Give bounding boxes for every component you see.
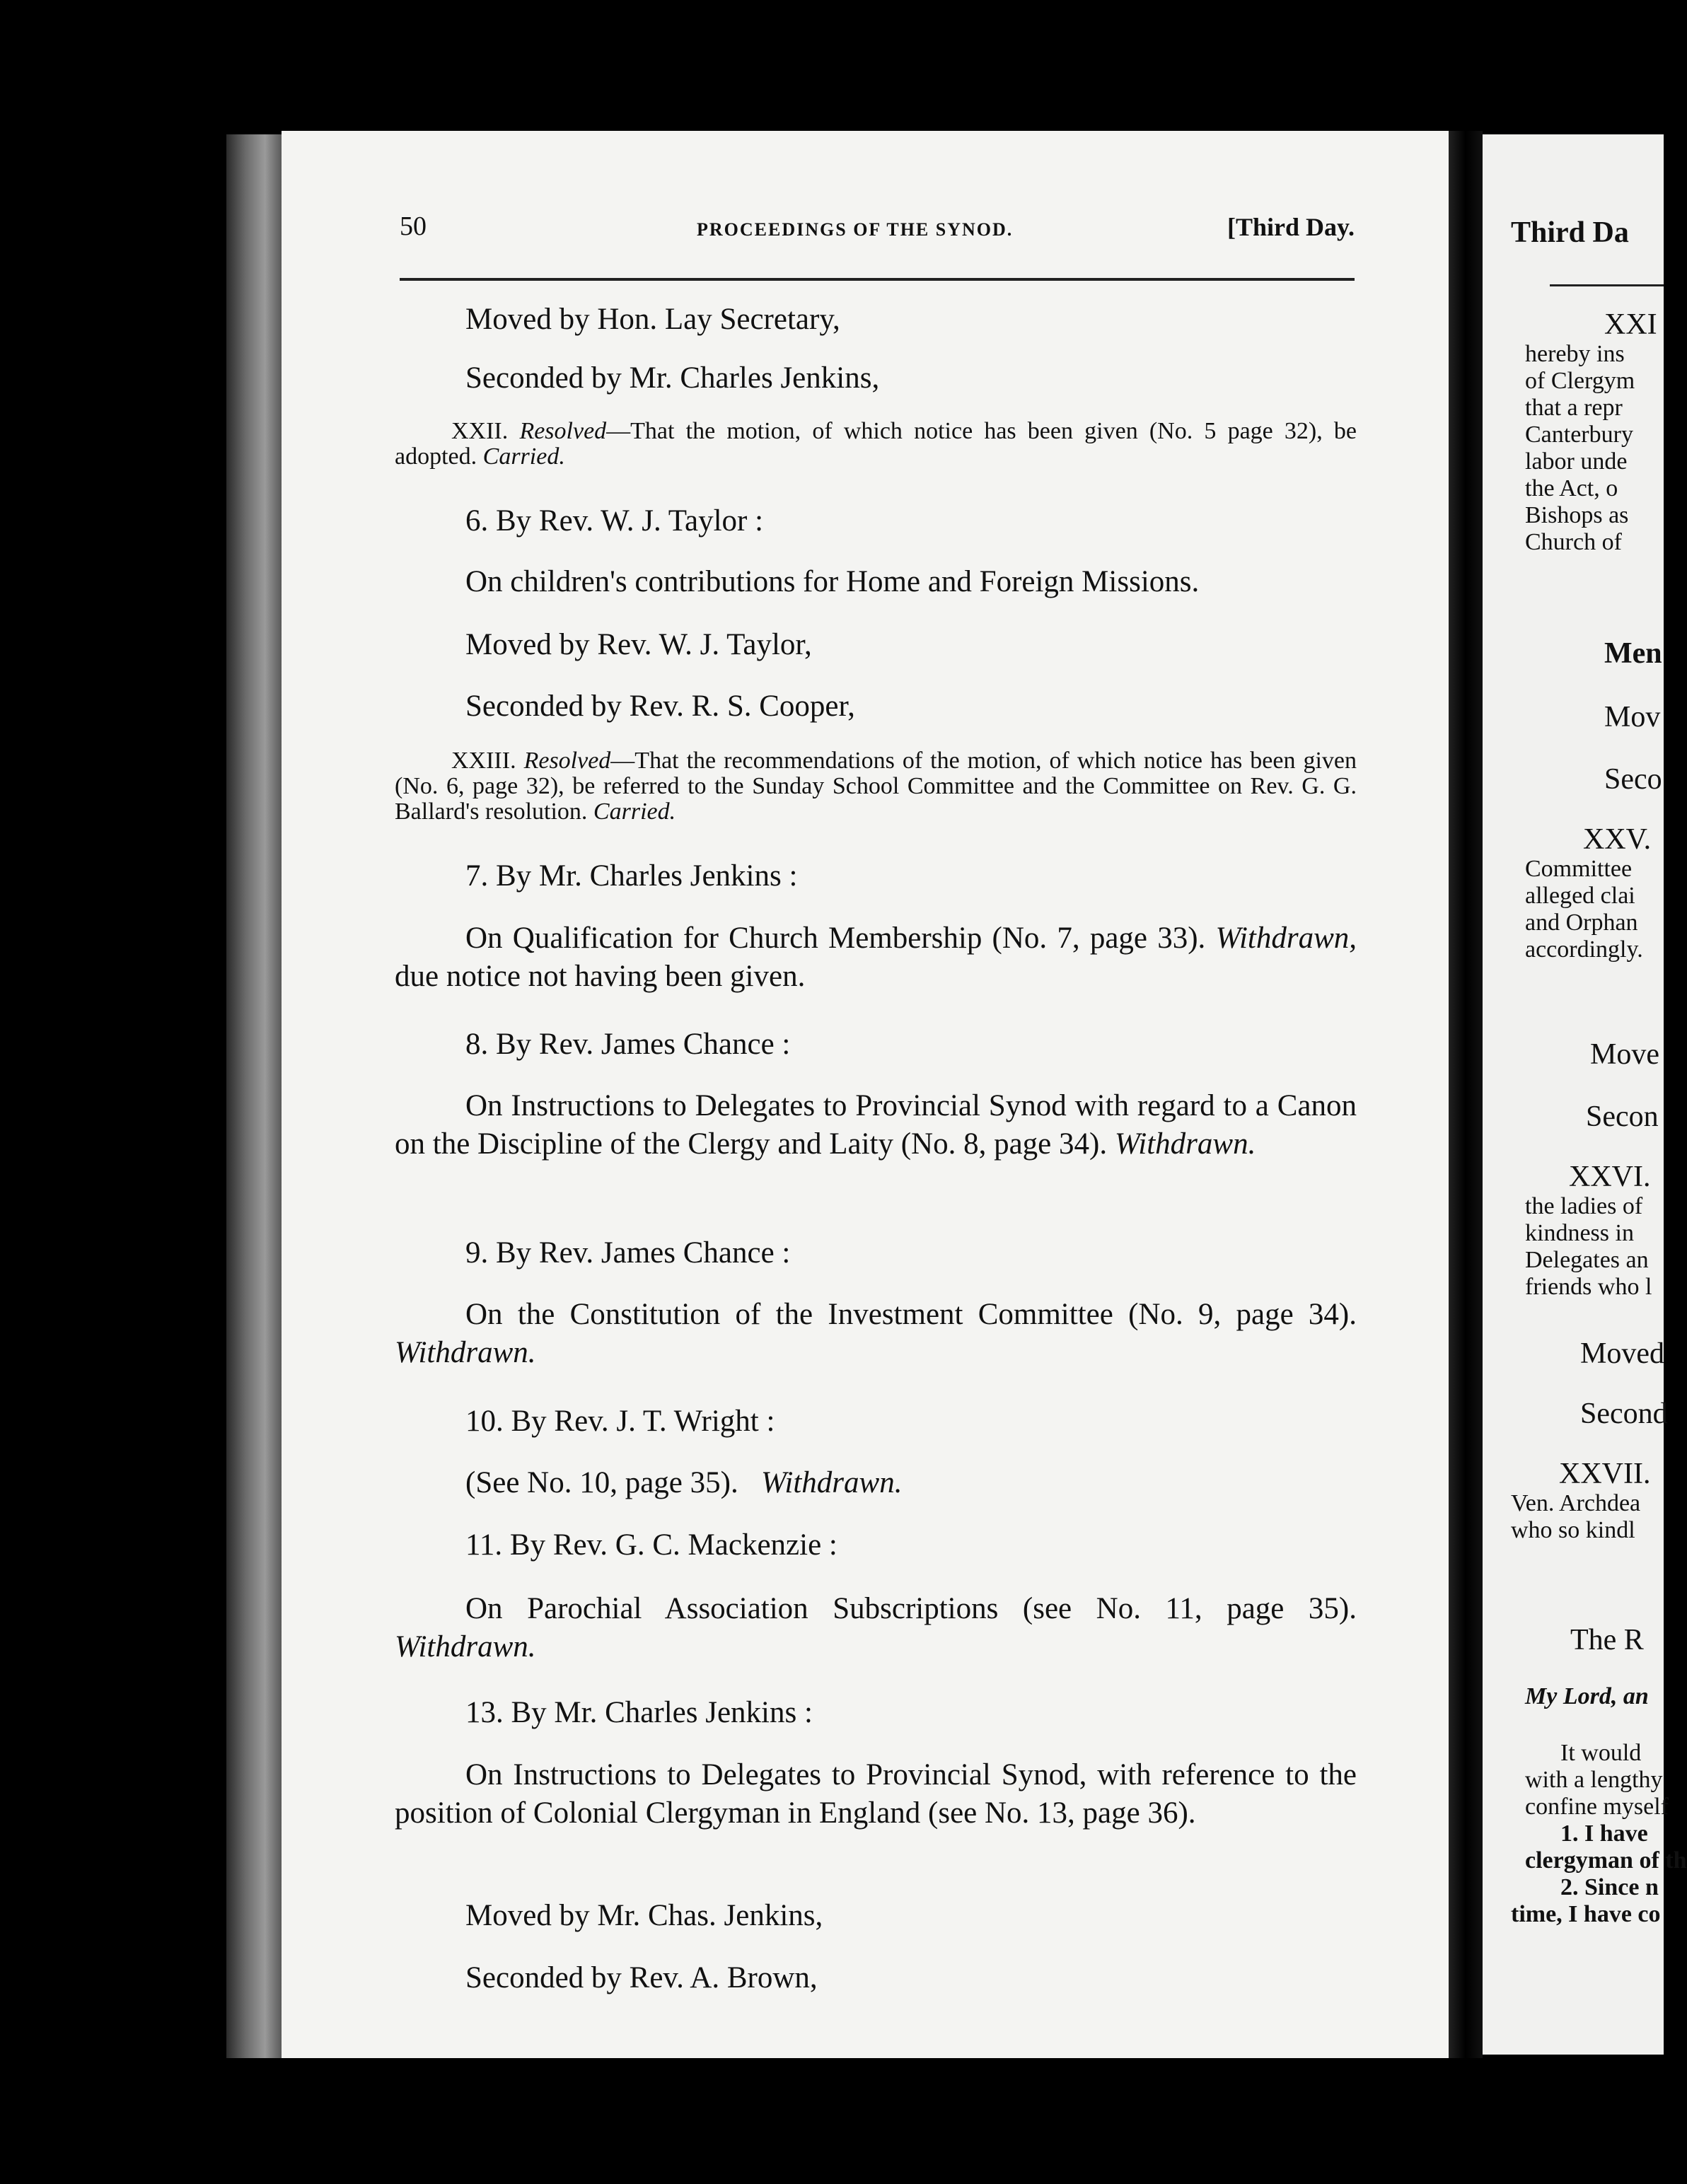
resolution-22-carried: Carried. [482, 443, 565, 470]
resolution-22-number: XXII. [451, 418, 509, 444]
right-line: labor unde [1525, 448, 1628, 475]
item-11-subject: On Parochial Association Subscriptions (see No. 11, page 35). [465, 1592, 1357, 1625]
right-line: kindness in [1525, 1220, 1634, 1246]
right-line: My Lord, an [1525, 1683, 1649, 1709]
page-number: 50 [400, 211, 427, 241]
item-11-heading: 11. By Rev. G. C. Mackenzie : [465, 1528, 837, 1562]
right-line: Church of [1525, 529, 1622, 555]
header-rule [400, 278, 1355, 281]
right-line: with a lengthy [1525, 1767, 1663, 1793]
resolution-23-word: Resolved [523, 748, 611, 774]
item-13-body [395, 1756, 1357, 1832]
book-binding-edge [226, 134, 282, 2058]
item-10-heading: 10. By Rev. J. T. Wright : [465, 1405, 775, 1438]
item-10-subject: (See No. 10, page 35). [465, 1466, 738, 1499]
item-6-subject: On children's contributions for Home and Foreign Missions. [465, 565, 1200, 598]
right-line: Ven. Archdea [1511, 1490, 1641, 1516]
right-line: Men [1604, 637, 1662, 670]
item-8-heading: 8. By Rev. James Chance : [465, 1028, 791, 1061]
item-13-heading: 13. By Mr. Charles Jenkins : [465, 1696, 813, 1729]
right-line: clergyman of th [1525, 1847, 1687, 1874]
item-7-heading: 7. By Mr. Charles Jenkins : [465, 859, 798, 893]
right-line: Move [1590, 1038, 1659, 1071]
right-line: XXV. [1583, 823, 1652, 856]
right-line: Moved [1580, 1337, 1664, 1370]
right-line: time, I have co [1511, 1901, 1661, 1927]
right-line: XXVI. [1569, 1161, 1651, 1193]
right-line: The R [1570, 1624, 1644, 1656]
right-line: the ladies of [1525, 1193, 1643, 1219]
right-line: Delegates an [1525, 1247, 1649, 1273]
resolution-23 [395, 748, 1357, 825]
item-9-body [395, 1296, 1357, 1372]
right-line: and Orphan [1525, 910, 1638, 936]
seconded-line-3: Seconded by Rev. A. Brown, [465, 1961, 818, 1994]
item-10-body [465, 1464, 902, 1502]
right-line: the Act, o [1525, 475, 1618, 501]
right-line: Committee [1525, 856, 1633, 882]
right-line: Bishops as [1525, 502, 1629, 528]
item-6-heading: 6. By Rev. W. J. Taylor : [465, 504, 764, 538]
right-line: of Clergym [1525, 368, 1635, 394]
item-7-reason: due notice not having been given. [395, 960, 806, 993]
right-line: 1. I have [1560, 1820, 1648, 1847]
right-line: friends who l [1525, 1274, 1652, 1300]
item-7-withdrawn: Withdrawn, [1215, 922, 1357, 955]
item-7-body [395, 919, 1357, 996]
resolution-23-number: XXIII. [451, 748, 516, 774]
resolution-22-text: —That the motion, of which notice has been given (No. 5 page 32), be adopted. [395, 418, 1357, 470]
item-9-subject: On the Constitution of the Investment Committee (No. 9, page 34). [465, 1298, 1357, 1331]
resolution-22-word: Resolved [519, 418, 607, 444]
right-line: who so kindl [1511, 1517, 1635, 1543]
running-head: PROCEEDINGS OF THE SYNOD. [697, 219, 1014, 240]
resolution-23-carried: Carried. [593, 798, 676, 825]
item-11-body [395, 1590, 1357, 1666]
right-line: XXI [1604, 308, 1657, 341]
right-line: hereby ins [1525, 341, 1625, 367]
item-11-withdrawn: Withdrawn. [395, 1630, 536, 1663]
item-9-heading: 9. By Rev. James Chance : [465, 1236, 791, 1270]
day-label: [Third Day. [1227, 213, 1355, 241]
right-page-header: Third Da [1511, 216, 1629, 249]
right-line: Secon [1586, 1100, 1659, 1133]
right-line: accordingly. [1525, 936, 1643, 963]
moved-line-3: Moved by Mr. Chas. Jenkins, [465, 1899, 823, 1932]
right-page-partial [1483, 134, 1687, 2055]
item-10-withdrawn: Withdrawn. [760, 1466, 903, 1499]
resolution-23-text: —That the recommendations of the motion, of which notice has been given (No. 6, page 32), be referred to the Sunday School Committee and the Committee on Rev. G. G. Ballard's resolution. [395, 748, 1357, 825]
page-header [400, 211, 1355, 246]
resolution-22 [395, 419, 1357, 470]
right-line: Second [1580, 1398, 1668, 1430]
right-line: It would [1560, 1740, 1642, 1766]
right-line: XXVII. [1559, 1458, 1651, 1490]
item-13-subject: On Instructions to Delegates to Provincial Synod, with reference to the position of Colonial Clergyman in England (see No. 13, page 36). [395, 1758, 1357, 1830]
right-line: Mov [1604, 701, 1661, 733]
right-line: confine myself [1525, 1794, 1669, 1820]
right-line: 2. Since n [1560, 1874, 1659, 1900]
book-gutter [1449, 131, 1483, 2058]
item-7-subject: On Qualification for Church Membership (No. 7, page 33). [465, 922, 1206, 955]
seconded-line-1: Seconded by Mr. Charles Jenkins, [465, 361, 880, 395]
item-9-withdrawn: Withdrawn. [395, 1336, 536, 1369]
right-line: that a repr [1525, 395, 1623, 421]
moved-line-2: Moved by Rev. W. J. Taylor, [465, 628, 812, 661]
moved-line-1: Moved by Hon. Lay Secretary, [465, 303, 840, 336]
seconded-line-2: Seconded by Rev. R. S. Cooper, [465, 690, 855, 723]
right-line: Canterbury [1525, 422, 1633, 448]
right-line: Seco [1604, 763, 1662, 796]
right-page-rule [1550, 284, 1664, 286]
item-8-withdrawn: Withdrawn. [1114, 1127, 1256, 1161]
right-line: alleged clai [1525, 883, 1635, 909]
item-8-body [395, 1087, 1357, 1163]
item-8-subject: On Instructions to Delegates to Provincial Synod with regard to a Canon on the Discipline of the Clergy and Laity (No. 8, page 34). [395, 1089, 1357, 1161]
